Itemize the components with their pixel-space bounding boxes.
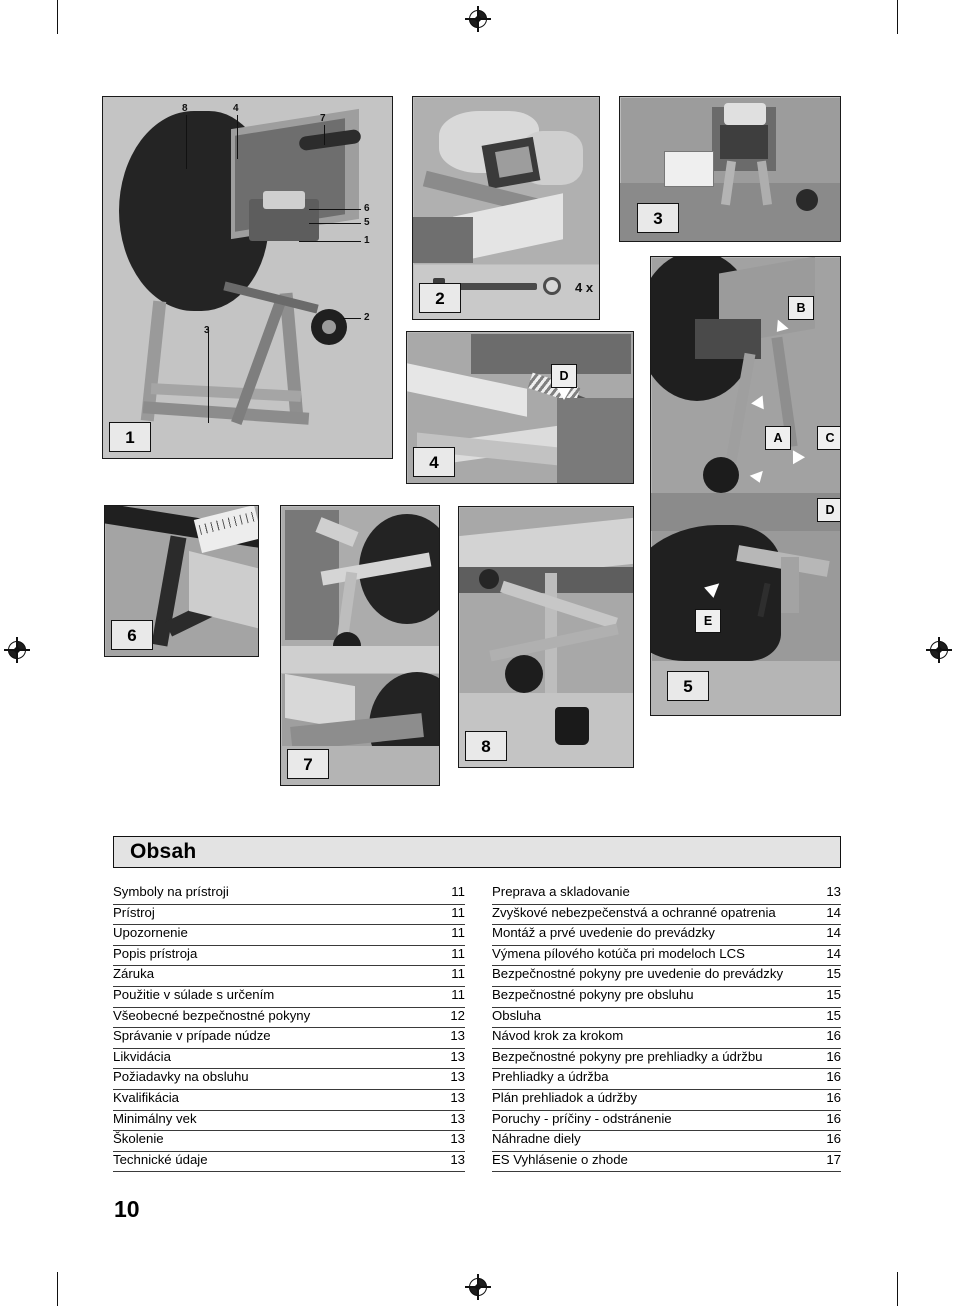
figure-2-number: 2 — [419, 283, 461, 313]
figure-3-motor-cover — [724, 103, 766, 125]
figure-1-leg-diagonal — [231, 299, 286, 425]
registration-mark-bottom — [465, 1274, 491, 1300]
toc-item[interactable] — [113, 1152, 465, 1173]
figure-5-callout-B: B — [788, 296, 814, 320]
figure-1-callout-1: 1 — [364, 235, 370, 246]
toc-item[interactable] — [113, 1090, 465, 1111]
figure-1-leader-1 — [299, 241, 361, 242]
figure-4-shadow — [557, 398, 634, 484]
toc-item[interactable] — [113, 1008, 465, 1029]
toc-title: ES Vyhlásenie o zhode — [492, 1151, 628, 1167]
figure-4-number: 4 — [413, 447, 455, 477]
toc-page: 16 — [826, 1069, 841, 1085]
figure-1-callout-8: 8 — [182, 103, 188, 114]
figure-8-number: 8 — [465, 731, 507, 761]
figure-5-number: 5 — [667, 671, 709, 701]
toc-title: Náhradne diely — [492, 1131, 581, 1147]
figure-1-leader-8 — [186, 115, 187, 169]
figure-5-callout-C: C — [817, 426, 841, 450]
crop-mark-bottom-right — [897, 1272, 898, 1306]
toc-page: 11 — [451, 904, 465, 920]
registration-mark-top — [465, 6, 491, 32]
figure-8-wheel-top — [479, 569, 499, 589]
figure-1-frame-base — [143, 401, 309, 425]
figure-4-callout-D: D — [551, 364, 577, 388]
toc-title: Poruchy - príčiny - odstránenie — [492, 1110, 672, 1126]
toc-page: 16 — [826, 1131, 841, 1147]
figure-2-dark-edge — [413, 217, 473, 263]
figure-1-callout-6: 6 — [364, 203, 370, 214]
figure-5-floor — [651, 493, 840, 531]
toc-item[interactable] — [113, 884, 465, 905]
toc-item[interactable] — [492, 1131, 841, 1152]
toc-title: Prístroj — [113, 904, 155, 920]
toc-title: Technické údaje — [113, 1151, 208, 1167]
toc-title: Obsluha — [492, 1007, 542, 1023]
toc-page: 16 — [826, 1028, 841, 1044]
toc-item[interactable] — [492, 884, 841, 905]
toc-item[interactable] — [113, 1131, 465, 1152]
toc-page: 13 — [450, 1151, 465, 1167]
figure-1-number: 1 — [109, 422, 151, 452]
toc-title: Bezpečnostné pokyny pre obsluhu — [492, 986, 694, 1002]
figure-2 — [412, 96, 600, 320]
toc-item[interactable] — [113, 1069, 465, 1090]
toc-page: 14 — [826, 904, 841, 920]
toc-page: 13 — [450, 1110, 465, 1126]
figure-1-leader-2 — [343, 318, 361, 319]
toc-page: 14 — [826, 945, 841, 961]
toc-title: Kvalifikácia — [113, 1089, 179, 1105]
crop-mark-bottom-left — [57, 1272, 58, 1306]
crop-mark-top-left — [57, 0, 58, 34]
toc-item[interactable] — [492, 1090, 841, 1111]
registration-mark-right — [926, 637, 952, 663]
toc-item[interactable] — [492, 1069, 841, 1090]
figure-5 — [650, 256, 841, 716]
figure-5-callout-A: A — [765, 426, 791, 450]
figure-5-callout-E: E — [695, 609, 721, 633]
toc-page: 16 — [826, 1110, 841, 1126]
toc-item[interactable] — [113, 925, 465, 946]
toc-page: 11 — [451, 966, 465, 982]
toc-page: 14 — [826, 925, 841, 941]
contents-heading-bar — [113, 836, 841, 868]
toc-page: 11 — [451, 945, 465, 961]
figure-4-arrow-D — [557, 388, 571, 400]
toc-item[interactable] — [113, 905, 465, 926]
figure-1-leader-7 — [324, 125, 325, 145]
toc-title: Upozornenie — [113, 925, 188, 941]
toc-page: 13 — [450, 1131, 465, 1147]
figure-3 — [619, 96, 841, 242]
toc-title: Správanie v prípade núdze — [113, 1028, 271, 1044]
toc-item[interactable] — [113, 1111, 465, 1132]
figure-6-number: 6 — [111, 620, 153, 650]
contents-column-left — [113, 884, 465, 1172]
toc-page: 13 — [450, 1028, 465, 1044]
registration-mark-left — [4, 637, 30, 663]
toc-page: 15 — [826, 986, 841, 1002]
toc-title: Symboly na prístroji — [113, 884, 229, 899]
contents-column-right — [492, 884, 841, 1172]
toc-item[interactable] — [492, 1028, 841, 1049]
toc-item[interactable] — [492, 966, 841, 987]
toc-title: Požiadavky na obsluhu — [113, 1069, 249, 1085]
figure-1-callout-4: 4 — [233, 103, 239, 114]
figure-4 — [406, 331, 634, 484]
toc-title: Minimálny vek — [113, 1110, 197, 1126]
toc-title: Školenie — [113, 1131, 164, 1147]
figure-3-wheel — [796, 189, 818, 211]
toc-title: Prehliadky a údržba — [492, 1069, 609, 1085]
page-number: 10 — [114, 1196, 140, 1222]
toc-page: 17 — [826, 1151, 841, 1167]
toc-item[interactable] — [492, 987, 841, 1008]
figure-8 — [458, 506, 634, 768]
figure-1-callout-7: 7 — [320, 113, 326, 124]
toc-item[interactable] — [113, 966, 465, 987]
figure-1-leader-4 — [237, 115, 238, 159]
toc-title: Popis prístroja — [113, 945, 198, 961]
toc-item[interactable] — [113, 1028, 465, 1049]
figure-8-wheel — [505, 655, 543, 693]
figure-3-motor — [720, 125, 768, 159]
toc-item[interactable] — [492, 946, 841, 967]
toc-page: 13 — [826, 884, 841, 899]
toc-page: 15 — [826, 1007, 841, 1023]
toc-page: 11 — [451, 925, 465, 941]
toc-title: Zvyškové nebezpečenstvá a ochranné opatrenia — [492, 904, 776, 920]
toc-title: Preprava a skladovanie — [492, 884, 630, 899]
toc-item[interactable] — [492, 925, 841, 946]
figure-1-frame-cross — [151, 383, 301, 402]
figure-7-ground — [281, 646, 439, 673]
figure-3-number: 3 — [637, 203, 679, 233]
toc-title: Použitie v súlade s určením — [113, 986, 275, 1002]
figure-1 — [102, 96, 393, 459]
toc-title: Likvidácia — [113, 1048, 171, 1064]
figure-5-callout-D: D — [817, 498, 841, 522]
toc-page: 13 — [450, 1069, 465, 1085]
toc-title: Záruka — [113, 966, 155, 982]
figure-8-spacer-front — [555, 707, 589, 745]
toc-item[interactable] — [492, 905, 841, 926]
figure-1-leader-6 — [309, 209, 361, 210]
toc-page: 11 — [451, 884, 465, 899]
figure-1-leader-3 — [208, 327, 209, 423]
figure-1-callout-5: 5 — [364, 217, 370, 228]
toc-item[interactable] — [492, 1152, 841, 1173]
figure-8-frame-vert — [545, 573, 557, 693]
toc-page: 13 — [450, 1048, 465, 1064]
figure-2-washer — [543, 277, 561, 295]
toc-page: 16 — [826, 1089, 841, 1105]
figure-5-motor — [695, 319, 761, 359]
toc-page: 13 — [450, 1089, 465, 1105]
toc-item[interactable] — [113, 1049, 465, 1070]
toc-title: Bezpečnostné pokyny pre prehliadky a údržbu — [492, 1048, 763, 1064]
toc-item[interactable] — [492, 1008, 841, 1029]
figure-7 — [280, 505, 440, 786]
toc-item[interactable] — [492, 1111, 841, 1132]
figure-5-lower-bracket — [781, 557, 799, 613]
figure-1-leader-5 — [309, 223, 361, 224]
toc-page: 15 — [826, 966, 841, 982]
figure-7-number: 7 — [287, 749, 329, 779]
figure-1-wheel-hub — [322, 320, 336, 334]
toc-title: Montáž a prvé uvedenie do prevádzky — [492, 925, 715, 941]
toc-item[interactable] — [113, 946, 465, 967]
figure-5-wheel — [703, 457, 739, 493]
toc-page: 11 — [451, 986, 465, 1002]
toc-title: Plán prehliadok a údržby — [492, 1089, 638, 1105]
toc-title: Výmena pílového kotúča pri modeloch LCS — [492, 945, 745, 961]
toc-title: Návod krok za krokom — [492, 1028, 624, 1044]
toc-page: 16 — [826, 1048, 841, 1064]
toc-title: Všeobecné bezpečnostné pokyny — [113, 1007, 311, 1023]
contents-heading: Obsah — [130, 840, 197, 863]
figure-3-label-plate — [664, 151, 714, 187]
toc-title: Bezpečnostné pokyny pre uvedenie do prevádzky — [492, 966, 784, 982]
figure-2-quantity: 4 x — [575, 280, 594, 295]
toc-item[interactable] — [492, 1049, 841, 1070]
figure-1-motor-top — [263, 191, 305, 209]
figure-1-callout-3: 3 — [204, 325, 210, 336]
toc-item[interactable] — [113, 987, 465, 1008]
crop-mark-top-right — [897, 0, 898, 34]
figure-1-callout-2: 2 — [364, 312, 370, 323]
figure-6 — [104, 505, 259, 657]
toc-page: 12 — [450, 1007, 465, 1023]
